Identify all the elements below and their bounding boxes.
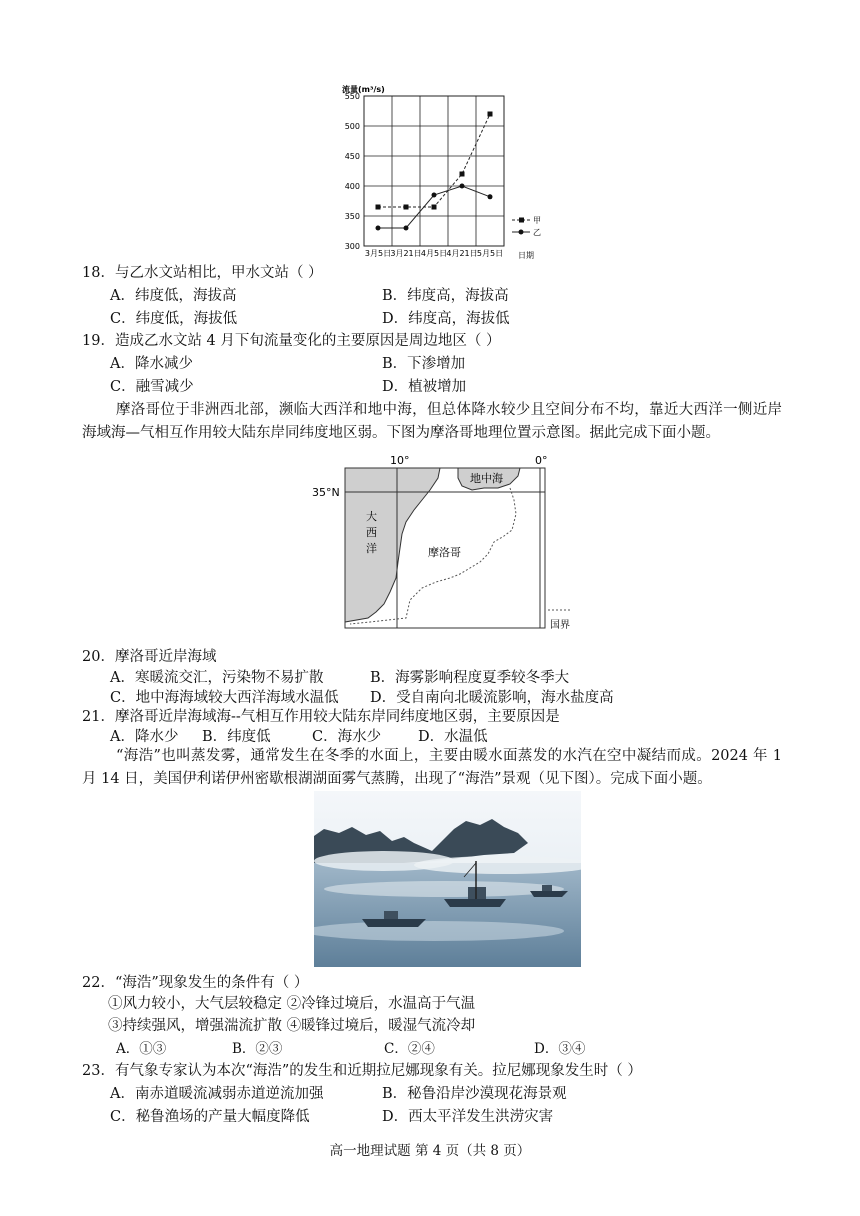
chart-plot-frame — [364, 96, 504, 246]
atlantic-label-1: 大 — [366, 510, 377, 523]
lat-35n-label: 35°N — [312, 486, 340, 499]
q20-option-b[interactable]: B．海雾影响程度夏季较冬季大 — [370, 670, 570, 686]
q22-option-a[interactable]: A．①③ — [116, 1041, 167, 1057]
chart-y-tick-label: 550 — [344, 92, 360, 101]
mediterranean-label: 地中海 — [470, 472, 503, 485]
chart-y-tick-label: 350 — [344, 212, 360, 221]
chart-legend-marker — [519, 218, 524, 223]
fog-3 — [324, 881, 564, 897]
q23-option-d[interactable]: D．西太平洋发生洪涝灾害 — [382, 1109, 554, 1125]
q21-option-a[interactable]: A．降水少 — [110, 729, 179, 745]
chart-point — [460, 184, 465, 189]
chart-legend-label: 甲 — [533, 216, 541, 225]
chart-xlabel: 日期 — [518, 251, 534, 260]
q22-stem: 22．“海浩”现象发生的条件有（ ） — [82, 975, 309, 991]
q18-option-a[interactable]: A．纬度低，海拔高 — [110, 288, 237, 304]
q23-option-b[interactable]: B．秘鲁沿岸沙漠现花海景观 — [382, 1086, 567, 1102]
q19-option-d[interactable]: D．植被增加 — [382, 379, 467, 395]
chart-y-tick-label: 500 — [344, 122, 360, 131]
chart-x-ticks — [365, 249, 503, 258]
q22-option-b[interactable]: B．②③ — [232, 1041, 283, 1057]
chart-point — [432, 193, 437, 198]
flow-line-chart — [322, 82, 552, 262]
chart-x-tick-label: 4月21日 — [446, 249, 478, 258]
q21-stem: 21．摩洛哥近岸海域海--气相互作用较大陆东岸同纬度地区弱，主要原因是 — [82, 709, 560, 725]
q18-stem: 18．与乙水文站相比，甲水文站（ ） — [82, 265, 323, 281]
chart-point — [376, 205, 381, 210]
atlantic-ocean — [345, 468, 440, 622]
q18-option-d[interactable]: D．纬度高，海拔低 — [382, 311, 510, 327]
chart-point — [432, 205, 437, 210]
q20-stem: 20．摩洛哥近岸海域 — [82, 649, 217, 665]
chart-grid — [364, 96, 504, 246]
chart-point — [488, 194, 493, 199]
q20-option-a[interactable]: A．寒暖流交汇，污染物不易扩散 — [110, 670, 324, 686]
chart-x-tick-label: 3月5日 — [364, 249, 392, 258]
chart-ylabel: 流量(m³/s) — [342, 85, 385, 94]
chart-y-tick-label: 450 — [344, 152, 360, 161]
legend-border-label: 国界 — [550, 620, 570, 631]
chart-legend-marker — [519, 230, 524, 235]
water-surface — [314, 863, 581, 967]
q19-stem: 19．造成乙水文站 4 月下旬流量变化的主要原因是周边地区（ ） — [82, 333, 501, 349]
chart-point — [404, 226, 409, 231]
chart-legend-label: 乙 — [533, 228, 541, 237]
passage-sea-smoke: “海浩”也叫蒸发雾，通常发生在冬季的水面上，主要由暖水面蒸发的水汽在空中凝结而成。2024 年 1 月 14 日，美国伊利诺伊州密歇根湖湖面雾气蒸腾，出现了“海浩”景观（见下图）。完成下面小题。 — [82, 748, 782, 787]
q20-option-d[interactable]: D．受自南向北暖流影响，海水盐度高 — [370, 690, 614, 706]
q23-stem: 23．有气象专家认为本次“海浩”的发生和近期拉尼娜现象有关。拉尼娜现象发生时（ ） — [82, 1063, 642, 1079]
chart-y-tick-label: 400 — [344, 182, 360, 191]
chart-y-ticks — [345, 92, 360, 251]
sea-smoke-photo — [314, 791, 581, 967]
q23-option-c[interactable]: C．秘鲁渔场的产量大幅度降低 — [110, 1109, 310, 1125]
q21-option-c[interactable]: C．海水少 — [312, 729, 382, 745]
q21-option-d[interactable]: D．水温低 — [418, 729, 488, 745]
page-footer: 高一地理试题 第 4 页（共 8 页） — [329, 1143, 531, 1159]
q22-option-c[interactable]: C．②④ — [384, 1041, 435, 1057]
q22-statement-1-2: ①风力较小，大气层较稳定 ②冷锋过境后，水温高于气温 — [108, 996, 476, 1012]
q19-option-b[interactable]: B．下渗增加 — [382, 356, 466, 372]
chart-x-tick-label: 5月5日 — [476, 249, 504, 258]
atlantic-label-3: 洋 — [366, 542, 377, 555]
q19-option-c[interactable]: C．融雪减少 — [110, 379, 194, 395]
chart-point — [460, 172, 465, 177]
q20-option-c[interactable]: C．地中海海域较大西洋海域水温低 — [110, 690, 339, 706]
q22-statement-3-4: ③持续强风，增强湍流扩散 ④暖锋过境后，暖湿气流冷却 — [108, 1018, 476, 1034]
q19-option-a[interactable]: A．降水减少 — [110, 356, 193, 372]
chart-point — [376, 226, 381, 231]
morocco-map — [310, 450, 580, 635]
lon-10-label: 10° — [390, 454, 410, 467]
fog-4 — [314, 921, 564, 941]
chart-series — [376, 112, 493, 231]
chart-legend — [512, 216, 541, 237]
atlantic-label-2: 西 — [366, 526, 377, 539]
q21-option-b[interactable]: B．纬度低 — [202, 729, 271, 745]
morocco-label: 摩洛哥 — [428, 546, 461, 559]
chart-y-tick-label: 300 — [344, 242, 360, 251]
passage-morocco: 摩洛哥位于非洲西北部，濒临大西洋和地中海，但总体降水较少且空间分布不均，靠近大西洋一侧近岸海域海—气相互作用较大陆东岸同纬度地区弱。下图为摩洛哥地理位置示意图。据此完成下面小题。 — [82, 402, 782, 441]
lon-0-label: 0° — [535, 454, 548, 467]
q22-option-d[interactable]: D．③④ — [534, 1041, 586, 1057]
q23-option-a[interactable]: A．南赤道暖流减弱赤道逆流加强 — [110, 1086, 324, 1102]
chart-point — [404, 205, 409, 210]
chart-point — [488, 112, 493, 117]
q18-option-c[interactable]: C．纬度低，海拔低 — [110, 311, 238, 327]
chart-x-tick-label: 3月21日 — [390, 249, 422, 258]
q18-option-b[interactable]: B．纬度高，海拔高 — [382, 288, 509, 304]
chart-x-tick-label: 4月5日 — [420, 249, 448, 258]
